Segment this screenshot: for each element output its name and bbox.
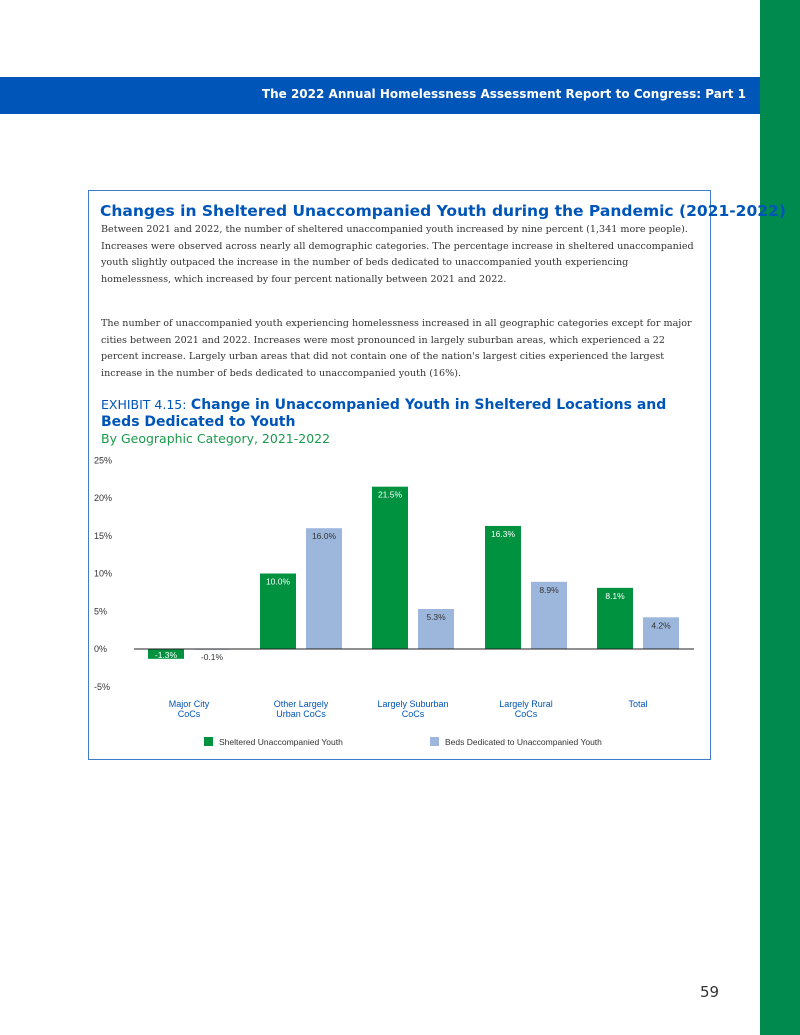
x-category-label: Urban CoCs [276,709,326,719]
bar-sheltered-youth [485,526,521,649]
data-label: 10.0% [265,576,291,587]
x-category-label: Total [628,699,648,709]
paragraph-1: Between 2021 and 2022, the number of sheltered unaccompanied youth increased by nine percent (1,341 more people). Increases were observed across nearly all demographic categories. The percentage increase in sheltered unaccompanied youth slightly outpaced the increase in the number of beds dedicated to unaccompanied youth experiencing homelessness, which increased by four percent nationally between 2021 and 2022. [101,224,694,285]
side-color-bar [760,0,800,1035]
x-category-label: Largely Rural [499,699,553,709]
x-category-label: Other Largely [273,699,329,709]
bar-beds-dedicated [306,528,342,649]
paragraph-2: The number of unaccompanied youth experiencing homelessness increased in all geographic categories except for major cities between 2021 and 2022. Increases were most pronounced in largely suburban areas, which experienced a 22 percent increase. Largely urban areas that did not contain one of the nation's largest cities experienced the largest increase in the number of beds dedicated to unaccompanied youth (16%). [101,318,692,379]
data-label: 16.3% [490,528,516,539]
header-band [0,77,760,114]
x-category-label: CoCs [177,709,201,719]
data-label: 16.0% [311,531,337,542]
box-title: Changes in Sheltered Unaccompanied Youth during the Pandemic (2021-2022) [100,202,786,220]
legend-swatch-sheltered [204,737,213,746]
x-category-label: CoCs [401,709,425,719]
bar-sheltered-youth [372,487,408,649]
data-label: 8.9% [539,584,559,595]
x-category-label: Largely Suburban [377,699,449,709]
exhibit-title: Change in Unaccompanied Youth in Sheltered Locations and Beds Dedicated to Youth [101,397,667,430]
y-tick-label: 5% [94,606,108,617]
y-tick-label: -5% [94,681,111,692]
legend-swatch-beds [430,737,439,746]
y-tick-label: 0% [94,644,108,654]
report-title: The 2022 Annual Homelessness Assessment Report to Congress: Part 1 [261,87,746,101]
y-tick-label: 20% [94,493,113,503]
y-tick-label: 25% [94,455,113,466]
legend-label-sheltered: Sheltered Unaccompanied Youth [219,737,343,747]
exhibit-box [88,190,786,760]
data-label: 8.1% [605,590,625,601]
x-category-label: Major City [168,699,210,709]
exhibit-label: EXHIBIT 4.15: [101,397,187,412]
data-label: -1.3% [154,649,178,660]
exhibit-subtitle: By Geographic Category, 2021-2022 [101,431,331,446]
y-tick-label: 10% [94,568,113,579]
legend-label-beds: Beds Dedicated to Unaccompanied Youth [445,737,602,747]
data-label: -0.1% [200,652,224,662]
data-label: 4.2% [651,620,671,631]
page-number: 59 [700,983,720,1001]
x-category-label: CoCs [514,709,538,719]
data-label: 5.3% [426,611,446,622]
bar-chart [89,191,710,759]
y-tick-label: 15% [94,530,113,541]
data-label: 21.5% [377,489,403,500]
